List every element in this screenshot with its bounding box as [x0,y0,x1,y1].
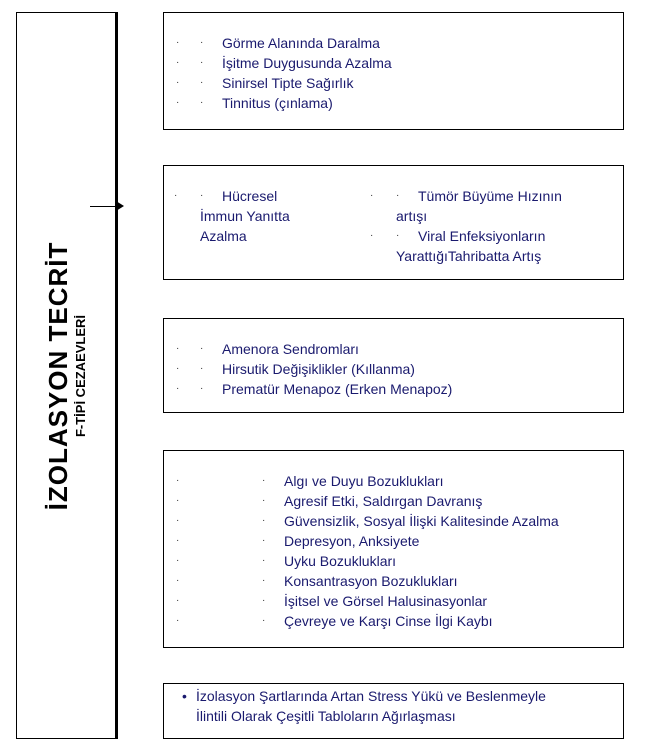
sensory-effects-list [164,33,392,113]
vertical-subtitle: F-TİPİ CEZAEVLERİ [73,314,88,438]
arrow-shaft [90,206,118,207]
list-item: · · Hirsutik Değişiklikler (Kıllanma) [176,361,415,377]
stress-effects-box [163,683,624,739]
list-item: · · Güvensizlik, Sosyal İlişki Kalitesinde Azalma [176,513,559,529]
immune-left-column [164,186,364,246]
stress-effects-text: İzolasyon Şartlarında Artan Stress Yükü ve Beslenmeyle İlintili Olarak Çeşitli Tabloların Ağırlaşması [196,688,546,724]
list-item: · · İşitsel ve Görsel Halusinasyonlar [176,593,488,609]
list-item: · · Algı ve Duyu Bozuklukları [176,473,444,489]
list-item: · · Prematür Menapoz (Erken Menapoz) [176,381,453,397]
list-item: · · Hücresel İmmun Yanıtta Azalma [174,188,290,244]
hormonal-effects-box [163,318,624,413]
list-item: · · Viral Enfeksiyonların YarattığıTahribatta Artış [370,228,546,264]
list-item: · · Uyku Bozuklukları [176,553,397,569]
hormonal-effects-list [164,339,452,399]
list-item: · · İşitme Duygusunda Azalma [176,55,392,71]
bullet-icon: • [182,688,187,704]
list-item: · · Çevreye ve Karşı Cinse İlgi Kaybı [176,613,493,629]
list-item: · · Amenora Sendromları [176,341,359,357]
sensory-effects-box [163,12,624,130]
list-item: · · Sinirsel Tipte Sağırlık [176,75,354,91]
vertical-main-title: İZOLASYON TECRİT [43,241,73,511]
list-item: · · Tümör Büyüme Hızının artışı [370,188,562,224]
psychological-effects-box [163,450,624,648]
psychological-effects-list [164,471,559,631]
list-item: · · Depresyon, Anksiyete [176,533,420,549]
immune-effects-box [163,165,624,280]
immune-right-column [360,186,620,266]
vertical-title [43,242,89,511]
list-item: · · Tinnitus (çınlama) [176,95,333,111]
list-item: · · Konsantrasyon Bozuklukları [176,573,458,589]
arrow-right-icon [116,201,124,211]
list-item: · · Agresif Etki, Saldırgan Davranış [176,493,483,509]
list-item: · · Görme Alanında Daralma [176,35,380,51]
connector-line [116,12,118,739]
